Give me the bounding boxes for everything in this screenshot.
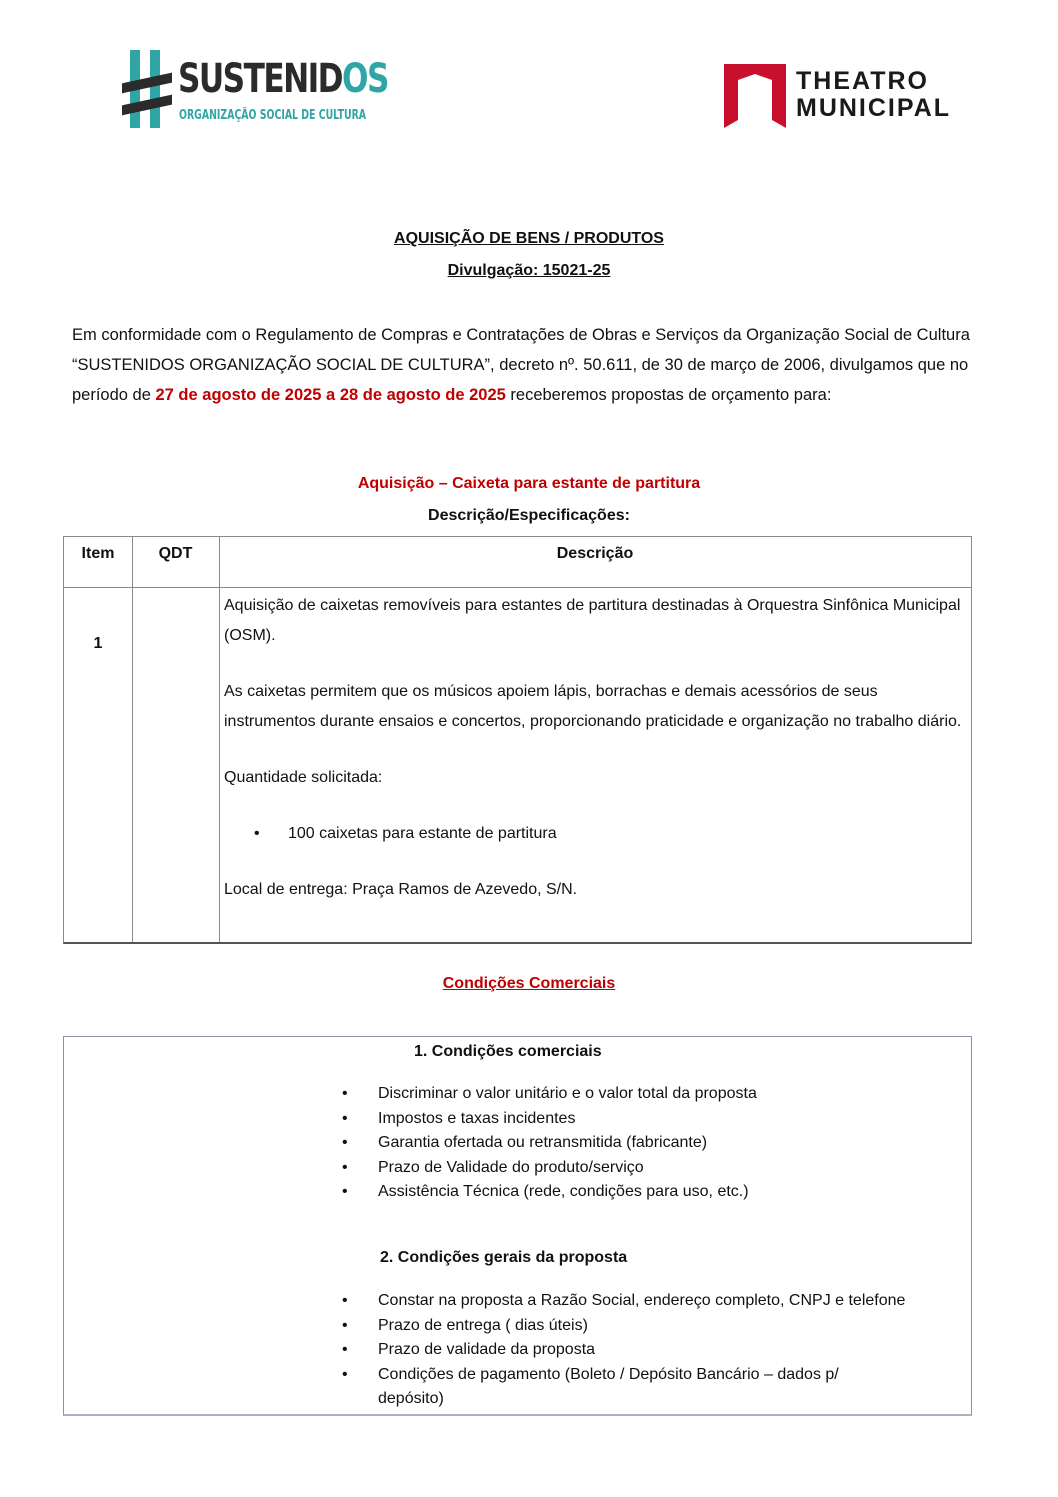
bullet-icon: • [342, 1109, 348, 1127]
bullet-icon: • [342, 1292, 348, 1309]
list-item: • Constar na proposta a Razão Social, endereço completo, CNPJ e telefone [342, 1289, 967, 1314]
theatre-arch-icon [724, 64, 786, 128]
header-description: Descrição [556, 545, 634, 562]
list-item: • Assistência Técnica (rede, condições para uso, etc.) [342, 1180, 942, 1205]
bullet-icon: • [342, 1085, 348, 1102]
list-item: • Discriminar o valor unitário e o valor total da proposta [342, 1082, 942, 1107]
theatro-municipal-logo [724, 64, 964, 130]
item-number: 1 [93, 635, 103, 652]
bullet-icon: • [342, 1134, 348, 1151]
description-paragraph-2: As caixetas permitem que os músicos apoiem lápis, borrachas e demais acessórios de seus instrumentos durante ensaios e concertos, proporcionando praticidade e organização no trabalho diário. [224, 683, 962, 730]
period-highlight: 27 de agosto de 2025 a 28 de agosto de 2025 [155, 386, 506, 404]
list-item: • Prazo de validade da proposta [342, 1338, 967, 1363]
sustenidos-wordmark: SUSTENIDOS [178, 56, 388, 102]
intro-paragraph: Em conformidade com o Regulamento de Compras e Contratações de Obras e Serviços da Organização Social de Cultura “SUSTENIDOS ORGANIZAÇÃO SOCIAL DE CULTURA”, decreto nº. 50.611, de 30 de março de 2006, divulgamos que no período de 27 de agosto de 2025 a 28 de agosto de 2025 receberemos propostas de orçamento para: [72, 326, 970, 404]
item-description [224, 591, 965, 905]
bullet-icon: • [342, 1158, 348, 1176]
acquisition-title: Aquisição – Caixeta para estante de partitura [357, 475, 701, 492]
bullet-icon: • [342, 1365, 348, 1383]
sustenidos-subtitle: ORGANIZAÇÃO SOCIAL DE CULTURA [179, 108, 367, 123]
conditions-section-title: Condições Comerciais [442, 975, 616, 992]
conditions-box [63, 1036, 972, 1416]
hashtag-icon [122, 50, 172, 128]
bullet-icon: • [342, 1316, 348, 1334]
list-item: • Prazo de entrega ( dias úteis) [342, 1314, 967, 1339]
delivery-location: Local de entrega: Praça Ramos de Azevedo, S/N. [224, 881, 578, 898]
list-item: • Condições de pagamento (Boleto / Depósito Bancário – dados p/ depósito) [342, 1363, 898, 1412]
commercial-conditions-heading: 1. Condições comerciais [414, 1043, 602, 1060]
list-item: • Prazo de Validade do produto/serviço [342, 1156, 942, 1181]
bullet-icon: • [342, 1341, 348, 1358]
commercial-conditions-list [342, 1082, 942, 1205]
general-conditions-heading: 2. Condições gerais da proposta [380, 1249, 628, 1266]
quantity-bullet: • 100 caixetas para estante de partitura [224, 819, 965, 849]
theatro-municipal-wordmark: THEATRO MUNICIPAL [796, 67, 952, 122]
bullet-icon: • [254, 825, 260, 842]
general-conditions-list [342, 1289, 967, 1412]
quantity-label: Quantidade solicitada: [224, 769, 383, 786]
disclosure-number: Divulgação: 15021-25 [447, 262, 611, 279]
spec-heading: Descrição/Especificações: [428, 507, 630, 524]
header-item: Item [81, 545, 115, 562]
header-qdt: QDT [158, 545, 193, 562]
list-item: • Garantia ofertada ou retransmitida (fabricante) [342, 1131, 942, 1156]
sustenidos-logo [122, 50, 388, 130]
items-table [63, 536, 972, 944]
list-item: • Impostos e taxas incidentes [342, 1107, 942, 1132]
document-title: AQUISIÇÃO DE BENS / PRODUTOS [394, 230, 664, 247]
description-paragraph-1: Aquisição de caixetas removíveis para estantes de partitura destinadas à Orquestra Sinfônica Municipal (OSM). [224, 597, 961, 644]
bullet-icon: • [342, 1183, 348, 1200]
